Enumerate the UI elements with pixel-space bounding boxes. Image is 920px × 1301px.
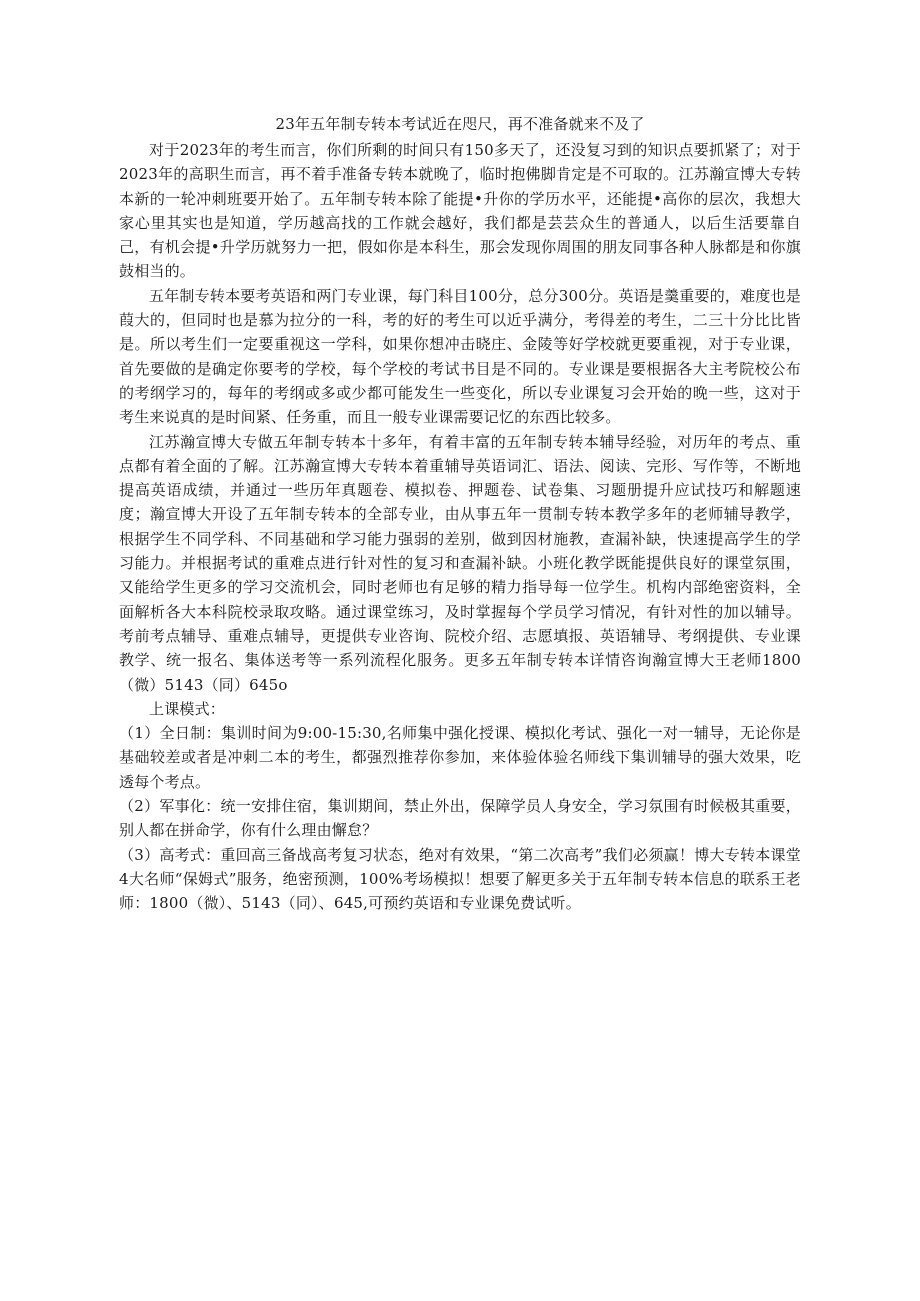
document-body [119, 112, 801, 916]
document-title: 23年五年制专转本考试近在咫尺，再不准备就来不及了 [275, 115, 645, 133]
paragraph-class-modes-heading: 上课模式： [149, 699, 226, 718]
paragraph-exam-subjects: 五年制专转本要考英语和两门专业课，每门科目100分，总分300分。英语是羹重要的，难度也是葭大的，但同时也是慕为拉分的一科，考的好的考生可以近乎满分，考得差的考生，二三十分比比皆是。所以考生们一定要重视这一学科，如果你想冲击晓庄、金陵等好学校就更要重视，对于专业课，首先要做的是确定你要考的学校，每个学校的考试书目是不同的。专业课是要根据各大主考院校公布的考纲学习的，每年的考纲或多或少都可能发生一些变化，所以专业课复习会开始的晚一些，这对于考生来说真的是时间紧、任务重，而且一般专业课需要记忆的东西比较多。 [119, 286, 801, 427]
list-item-military: （2）军事化：统一安排住宿，集训期间，禁止外出，保障学员人身安全，学习氛围有时候极其重要，别人都在拼命学，你有什么理由懈怠？ [119, 797, 801, 840]
paragraph-institution: 江苏瀚宣博大专做五年制专转本十多年，有着丰富的五年制专转本辅导经验，对历年的考点、重点都有着全面的了解。江苏瀚宣博大专转本着重辅导英语词汇、语法、阅读、完形、写作等，不断地提高英语成绩，并通过一些历年真题卷、模拟卷、押题卷、试卷集、习题册提升应试技巧和解题速度；瀚宣博大开设了五年制专转本的全部专业，由从事五年一贯制专转本教学多年的老师辅导教学，根据学生不同学科、不同基础和学习能力强弱的差别，做到因材施教，查漏补缺，快速提高学生的学习能力。并根据考试的重难点进行针对性的复习和查漏补缺。小班化教学既能提供良好的课堂氛围，又能给学生更多的学习交流机会，同时老师也有足够的精力指导每一位学生。机构内部绝密资料，全面解析各大本科院校录取攻略。通过课堂练习，及时掌握每个学员学习情况，有针对性的加以辅导。考前考点辅导、重难点辅导，更提供专业咨询、院校介绍、志愿填报、英语辅导、考纲提供、专业课教学、统一报名、集体送考等一系列流程化服务。更多五年制专转本详情咨询瀚宣博大王老师1800（微）5143（同）645o [119, 432, 801, 694]
paragraph-intro: 对于2023年的考生而言，你们所剩的时间只有150多天了，还没复习到的知识点要抓紧了；对于2023年的高职生而言，再不着手准备专转本就晚了，临时抱佛脚肯定是不可取的。江苏瀚宣博大专转本新的一轮冲刺班要开始了。五年制专转本除了能提•升你的学历水平，还能提•高你的层次，我想大家心里其实也是知道，学历越高找的工作就会越好，我们都是芸芸众生的普通人，以后生活要靠自己，有机会提•升学历就努力一把，假如你是本科生，那会发现你周围的朋友同事各种人脉都是和你旗鼓相当的。 [119, 141, 801, 281]
list-item-full-time: （1）全日制：集训时间为9:00-15:30,名师集中强化授课、模拟化考试、强化一对一辅导，无论你是基础较差或者是冲刺二本的考生，都强烈推荐你参加，来体验体验名师线下集训辅导的强大效果，吃透每个考点。 [119, 724, 801, 791]
list-item-gaokao: （3）高考式：重回高三备战高考复习状态，绝对有效果，“第二次高考”我们必须赢！博大专转本课堂4大名师“保姆式”服务，绝密预测，100%考场模拟！想要了解更多关于五年制专转本信息的联系王老师：1800（微）、5143（同）、645,可预约英语和专业课免费试听。 [119, 845, 801, 913]
